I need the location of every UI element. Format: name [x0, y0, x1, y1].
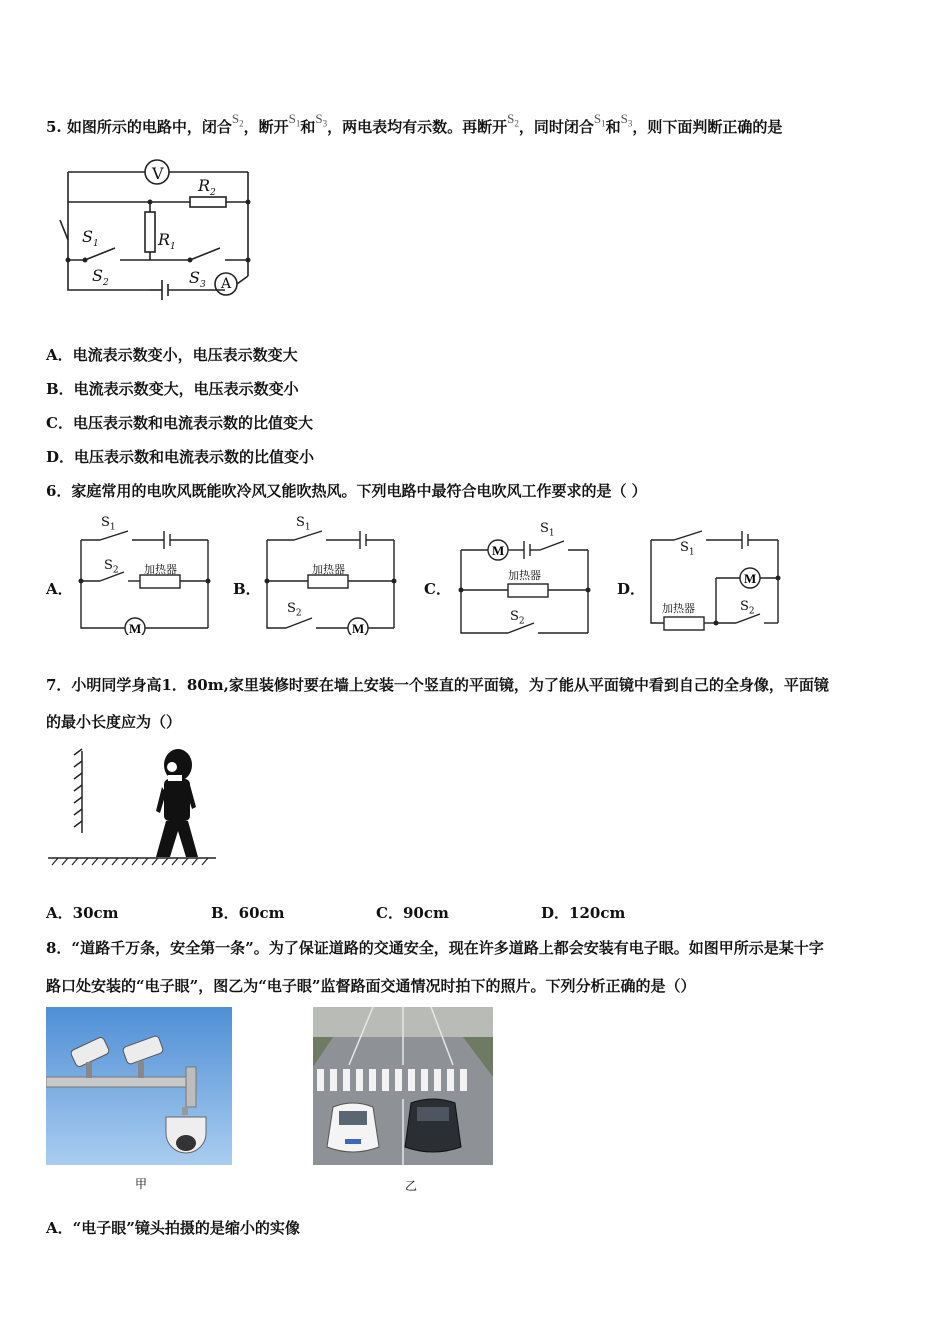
q8-stem-line2: 路口处安装的“电子眼”，图乙为“电子眼”监督路面交通情况时拍下的照片。下列分析正确的是（） [46, 977, 696, 995]
q6d-s1-label: $S_1$ [680, 540, 695, 558]
q5-option-b[interactable]: B．电流表示数变大，电压表示数变小 [46, 380, 299, 398]
r2-label: $R_2$ [198, 176, 216, 199]
switch-s2-symbol: $S_2$ [231, 111, 244, 129]
q6-circuit-a [78, 520, 218, 635]
q6b-s2-label: $S_2$ [287, 601, 302, 619]
ammeter-label: A [221, 276, 232, 292]
q6-label-a[interactable]: A． [46, 580, 73, 598]
q6c-heater-label: 加热器 [508, 569, 541, 582]
q7-mirror-person-figure [46, 745, 226, 875]
q6c-s1-label: $S_1$ [540, 521, 555, 539]
q8-caption-b: 乙 [405, 1179, 418, 1193]
q8-photo-road-cars [313, 1007, 493, 1165]
switch-s3-symbol-2: $S_3$ [620, 111, 633, 129]
s2-label: $S_2$ [92, 266, 109, 289]
q5-text-1: 如图所示的电路中，闭合 [66, 118, 232, 136]
q5-number: 5. [46, 118, 62, 136]
svg-text:M: M [492, 543, 505, 558]
switch-s2-symbol-2: $S_2$ [507, 111, 519, 129]
q5-option-a[interactable]: A．电流表示数变小，电压表示数变大 [46, 346, 298, 364]
q7-option-d[interactable]: D．120cm [541, 904, 626, 922]
q5-option-d[interactable]: D．电压表示数和电流表示数的比值变小 [46, 448, 315, 466]
s1-label: $S_1$ [82, 227, 99, 250]
q7-option-c[interactable]: C．90cm [376, 904, 449, 922]
voltmeter-label: V [152, 164, 164, 183]
q5-stem [46, 111, 783, 138]
q5-text-6: 和 [605, 118, 621, 136]
q6a-s1-label: $S_1$ [101, 515, 116, 533]
r1-label: $R_1$ [158, 230, 176, 253]
q5-text-5: ，同时闭合 [518, 118, 594, 136]
q6-label-d[interactable]: D． [617, 580, 646, 598]
q6-circuit-b [264, 520, 404, 635]
q8-photo-camera-pole [46, 1007, 232, 1165]
q6b-heater-label: 加热器 [312, 563, 345, 576]
q6-stem: 6．家庭常用的电吹风既能吹冷风又能吹热风。下列电路中最符合电吹风工作要求的是（ ） [46, 482, 647, 500]
q6d-heater-label: 加热器 [662, 602, 695, 615]
svg-text:M: M [129, 621, 142, 635]
q6-circuit-d [648, 520, 788, 635]
svg-text:M: M [352, 621, 365, 635]
q5-text-7: ，则下面判断正确的是 [632, 118, 783, 136]
q6c-s2-label: $S_2$ [510, 609, 525, 627]
q7-option-b[interactable]: B．60cm [211, 904, 285, 922]
q6-label-c[interactable]: C． [424, 580, 451, 598]
svg-text:M: M [744, 571, 757, 586]
q6a-s2-label: $S_2$ [104, 558, 119, 576]
q6a-heater-label: 加热器 [144, 563, 177, 576]
q5-text-2: ，断开 [243, 118, 289, 136]
q6-label-b[interactable]: B． [233, 580, 261, 598]
q6d-s2-label: $S_2$ [740, 599, 755, 617]
q8-caption-a: 甲 [135, 1177, 148, 1191]
q5-text-4: ，两电表均有示数。再断开 [327, 118, 508, 136]
q6b-s1-label: $S_1$ [296, 515, 311, 533]
q5-text-3: 和 [300, 118, 316, 136]
q7-option-a[interactable]: A．30cm [46, 904, 119, 922]
q7-stem-line1: 7．小明同学身高1．80m,家里装修时要在墙上安装一个竖直的平面镜，为了能从平面镜中看到自己的全身像，平面镜 [46, 676, 829, 694]
q8-stem-line1: 8．“道路千万条，安全第一条”。为了保证道路的交通安全，现在许多道路上都会安装有电子眼。如图甲所示是某十字 [46, 939, 824, 957]
q5-option-c[interactable]: C．电压表示数和电流表示数的比值变大 [46, 414, 313, 432]
q7-stem-line2: 的最小长度应为（） [46, 713, 182, 731]
q8-option-a[interactable]: A．“电子眼”镜头拍摄的是缩小的实像 [46, 1219, 300, 1237]
switch-s1-symbol: $S_1$ [288, 111, 301, 129]
s3-label: $S_3$ [189, 268, 206, 291]
switch-s1-symbol-2: $S_1$ [593, 111, 606, 129]
switch-s3-symbol: $S_3$ [315, 111, 328, 129]
